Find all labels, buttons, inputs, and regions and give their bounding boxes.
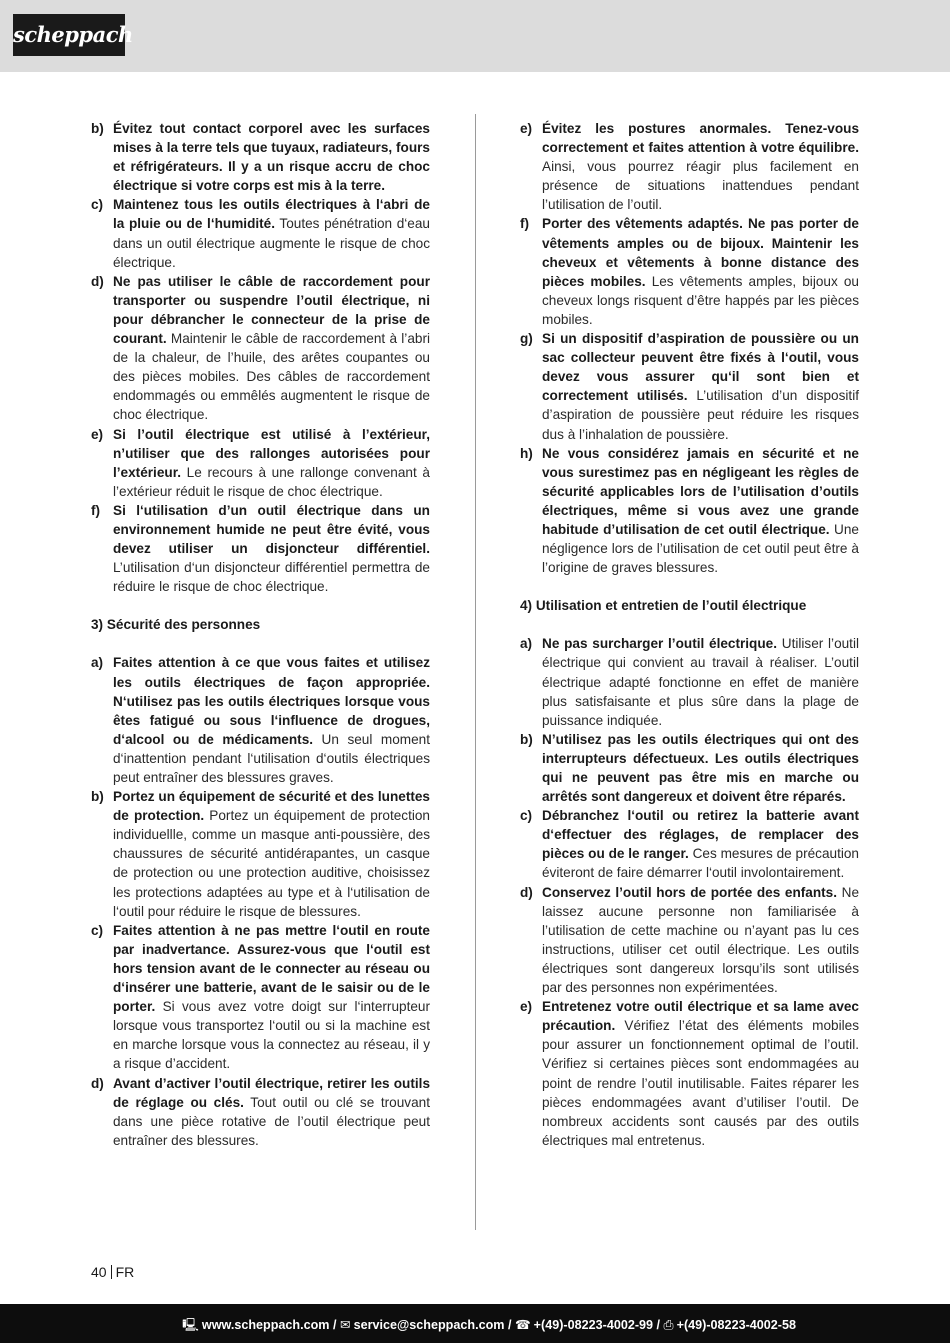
item-body-text: Portez un équipement de protection individuellle, comme un masque anti-poussière, des chaussures de sécurité antidérapantes, un casque de protection ou une protection auditive, choisissez les protections adaptées au type et à l‘utilisation de l‘outil pour réduire le risque de blessures. xyxy=(113,808,430,919)
item-letter: c) xyxy=(520,808,533,824)
item-letter: f) xyxy=(91,502,101,518)
section-title-tool-use: 4) Utilisation et entretien de l’outil électrique xyxy=(520,598,807,614)
phone-icon: ☎ xyxy=(514,1318,531,1332)
instruction-item xyxy=(520,634,859,729)
item-bold-text: N’utilisez pas les outils électriques qui ont des interrupteurs défectueux. Les outils électriques qui ne peuvent pas être mis en marche ou arrêtés sont dangereux et doivent être réparés. xyxy=(542,731,859,805)
language-code: FR xyxy=(115,1264,135,1280)
item-bold-text: Porter des vêtements adaptés. Ne pas porter de vêtements amples ou de bijoux. Maintenir les cheveux et vêtements à bonne distance des pièces mobiles. xyxy=(542,216,859,289)
right-column xyxy=(520,119,859,1150)
item-body-text: Toutes pénétration d‘eau dans un outil électrique augmente le risque de choc électrique. xyxy=(113,216,430,270)
section-title-personal-safety: 3) Sécurité des personnes xyxy=(91,617,261,633)
item-body-text: Ne laissez aucune personne non familiarisée à l’utilisation de cette machine ou n’ayant pas lu ces instructions, utiliser cet outil électrique. Les outils électriques sont dangereux lorsqu’ils sont utilisés par des personnes non expérimentées. xyxy=(542,884,860,996)
item-bold-text: Entretenez votre outil électrique et sa lame avec précaution. xyxy=(542,999,859,1034)
item-bold-text: Évitez les postures anormales. Tenez-vous correctement et faites attention à votre équilibre. xyxy=(542,121,859,156)
instruction-item xyxy=(91,501,430,596)
item-bold-text: Faites attention à ce que vous faites et utilisez les outils électriques de façon appropriée. N‘utilisez pas les outils électriques lorsque vous êtes fatigué ou sous l‘influence de drogues, d‘alcool ou de médicaments. xyxy=(113,655,430,747)
instruction-item xyxy=(91,119,430,195)
item-bold-text: Si un dispositif d’aspiration de poussière ou un sac collecteur peuvent être fixés à l‘outil, vous devez vous assurer qu‘il sont bien et correctement utilisés. xyxy=(542,331,859,404)
item-body-text: Tout outil ou clé se trouvant dans une pièce rotative de l’outil électrique peut entraîner des blessures. xyxy=(113,1094,430,1148)
item-letter: d) xyxy=(91,1075,104,1091)
item-letter: c) xyxy=(91,922,104,938)
item-body-text: Le recours à une rallonge convenant à l’extérieur réduit le risque de choc électrique. xyxy=(113,464,430,499)
item-body-text: Vérifiez l’état des éléments mobiles pour assurer un fonctionnement optimal de l’outil. Vérifiez si certaines pièces sont endommagées au point de rendre l’outil inutilisable. Faites réparer les pièces endommagées avant d’utiliser l’outil. De nombreux accidents sont causés par des outils électriques mal entretenus. xyxy=(542,1018,859,1148)
item-bold-text: Si l’outil électrique est utilisé à l’extérieur, n’utiliser que des rallonges autorisées pour l’extérieur. xyxy=(113,426,430,480)
instruction-item xyxy=(520,444,859,578)
footer-bar xyxy=(0,1304,950,1343)
instruction-item xyxy=(520,329,859,444)
item-bold-text: Faites attention à ne pas mettre l‘outil en route par inadvertance. Assurez-vous que l‘outil est hors tension avant de le connecter au réseau ou d‘insérer une batterie, avant de le saisir ou de le porter. xyxy=(113,922,430,1015)
header-bar xyxy=(0,0,950,72)
instruction-item xyxy=(520,806,859,882)
page-number xyxy=(91,1264,134,1280)
item-bold-text: Maintenez tous les outils électriques à l‘abri de la pluie ou de l‘humidité. xyxy=(113,197,430,232)
right-items-top xyxy=(520,119,859,577)
instruction-item xyxy=(520,730,859,806)
instruction-item xyxy=(520,119,859,214)
instruction-item xyxy=(91,425,430,501)
item-bold-text: Évitez tout contact corporel avec les surfaces mises à la terre tels que tuyaux, radiateurs, fours et réfrigérateurs. Il y a un risque accru de choc électrique si votre corps est mis à la terre. xyxy=(113,121,430,194)
item-body-text: Si vous avez votre doigt sur l‘interrupteur lorsque vous transportez l‘outil ou si la machine est en marche lorsque vous la connectez au réseau, il y a risque d’accident. xyxy=(113,999,430,1072)
item-bold-text: Avant d’activer l’outil électrique, retirer les outils de réglage ou clés. xyxy=(113,1075,430,1110)
item-body-text: Une négligence lors de l’utilisation de cet outil peut être à l’origine de graves blessures. xyxy=(542,521,859,576)
item-body-text: L’utilisation d‘un disjoncteur différentiel permettra de réduire le risque de choc électrique. xyxy=(113,560,430,595)
right-items-bottom xyxy=(520,634,859,1150)
column-divider xyxy=(475,114,476,1230)
item-bold-text: Ne pas utiliser le câble de raccordement pour transporter ou suspendre l’outil électrique, ni pour débrancher le connecteur de la prise de courant. xyxy=(113,273,430,347)
item-body-text: Utiliser l’outil électrique qui convient au travail à réaliser. L’outil électrique adapté fonctionne en effet de manière plus satisfaisante et plus sûre dans la plage de puissance indiquée. xyxy=(542,636,860,728)
item-body-text: L’utilisation d’un dispositif d’aspiration de poussière peut réduire les risques dus à l’inhalation de poussière. xyxy=(542,388,860,442)
item-letter: e) xyxy=(520,999,533,1015)
instruction-item xyxy=(91,1074,430,1150)
item-letter: g) xyxy=(520,331,533,347)
item-letter: e) xyxy=(520,121,533,136)
item-letter: a) xyxy=(91,655,104,671)
item-bold-text: Débranchez l‘outil ou retirez la batterie avant d‘effectuer des réglages, de remplacer des pièces ou de le ranger. xyxy=(542,808,859,862)
instruction-item xyxy=(91,787,430,921)
contact-line xyxy=(182,1316,796,1337)
item-bold-text: Ne pas surcharger l’outil électrique. xyxy=(542,636,778,652)
item-body-text: Ainsi, vous pourrez réagir plus facilement en présence de situations inattendues pendant l’utilisation de l’outil. xyxy=(542,159,859,213)
instruction-item xyxy=(91,195,430,271)
instruction-item xyxy=(91,272,430,425)
left-column xyxy=(91,119,430,1150)
item-bold-text: Si l‘utilisation d’un outil électrique dans un environnement humide ne peut être évité, vous devez utiliser un disjoncteur différentiel. xyxy=(113,502,430,557)
item-bold-text: Ne vous considérez jamais en sécurité et ne vous surestimez pas en négligeant les règles de sécurité applicables lors de l’utilisation d’outils électriques, même si vous avez une grande habitude d’utilisation de cet outil électrique. xyxy=(542,445,859,537)
instruction-item xyxy=(520,214,859,329)
item-body-text: Ces mesures de précaution éviteront de faire démarrer l‘outil involontairement. xyxy=(542,846,859,881)
item-body-text: Un seul moment d‘inattention pendant l‘utilisation d‘outils électriques peut entraîner des blessures graves. xyxy=(113,731,431,785)
item-bold-text: Portez un équipement de sécurité et des lunettes de protection. xyxy=(113,789,430,824)
instruction-item xyxy=(520,997,859,1150)
website-link[interactable]: www.scheppach.com / xyxy=(201,1318,337,1332)
left-items-bottom xyxy=(91,653,430,1149)
item-letter: a) xyxy=(520,636,533,652)
item-letter: c) xyxy=(91,197,104,213)
fax-icon: ⎙ xyxy=(663,1318,674,1332)
instruction-item xyxy=(520,883,859,998)
brand-logo: scheppach xyxy=(13,14,125,56)
page-number-value: 40 xyxy=(91,1264,107,1280)
fax-number: +(49)-08223-4002-58 xyxy=(676,1318,796,1332)
item-body-text: Les vêtements amples, bijoux ou cheveux longs risquent d’être happés par les pièces mobiles. xyxy=(542,273,859,327)
item-letter: d) xyxy=(91,273,104,289)
instruction-item xyxy=(91,921,430,1074)
item-letter: b) xyxy=(91,789,104,805)
left-items-top xyxy=(91,119,430,596)
item-bold-text: Conservez l’outil hors de portée des enfants. xyxy=(542,884,838,900)
item-letter: b) xyxy=(91,121,104,136)
phone-number: +(49)-08223-4002-99 / xyxy=(533,1318,661,1332)
item-letter: d) xyxy=(520,884,533,900)
instruction-item xyxy=(91,653,430,787)
email-link[interactable]: service@scheppach.com / xyxy=(353,1318,512,1332)
item-letter: f) xyxy=(520,216,530,232)
page-separator xyxy=(111,1265,112,1279)
item-letter: b) xyxy=(520,731,533,747)
item-letter: h) xyxy=(520,445,533,461)
computer-icon: 🖳 xyxy=(182,1318,199,1332)
email-icon: ✉ xyxy=(340,1318,351,1332)
item-letter: e) xyxy=(91,426,104,442)
item-body-text: Maintenir le câble de raccordement à l’abri de la chaleur, de l’huile, des arêtes coupantes ou des pièces mobiles. Des câbles de raccordement endommagés ou emmêlés augmentent le risque de choc électrique. xyxy=(113,331,430,423)
